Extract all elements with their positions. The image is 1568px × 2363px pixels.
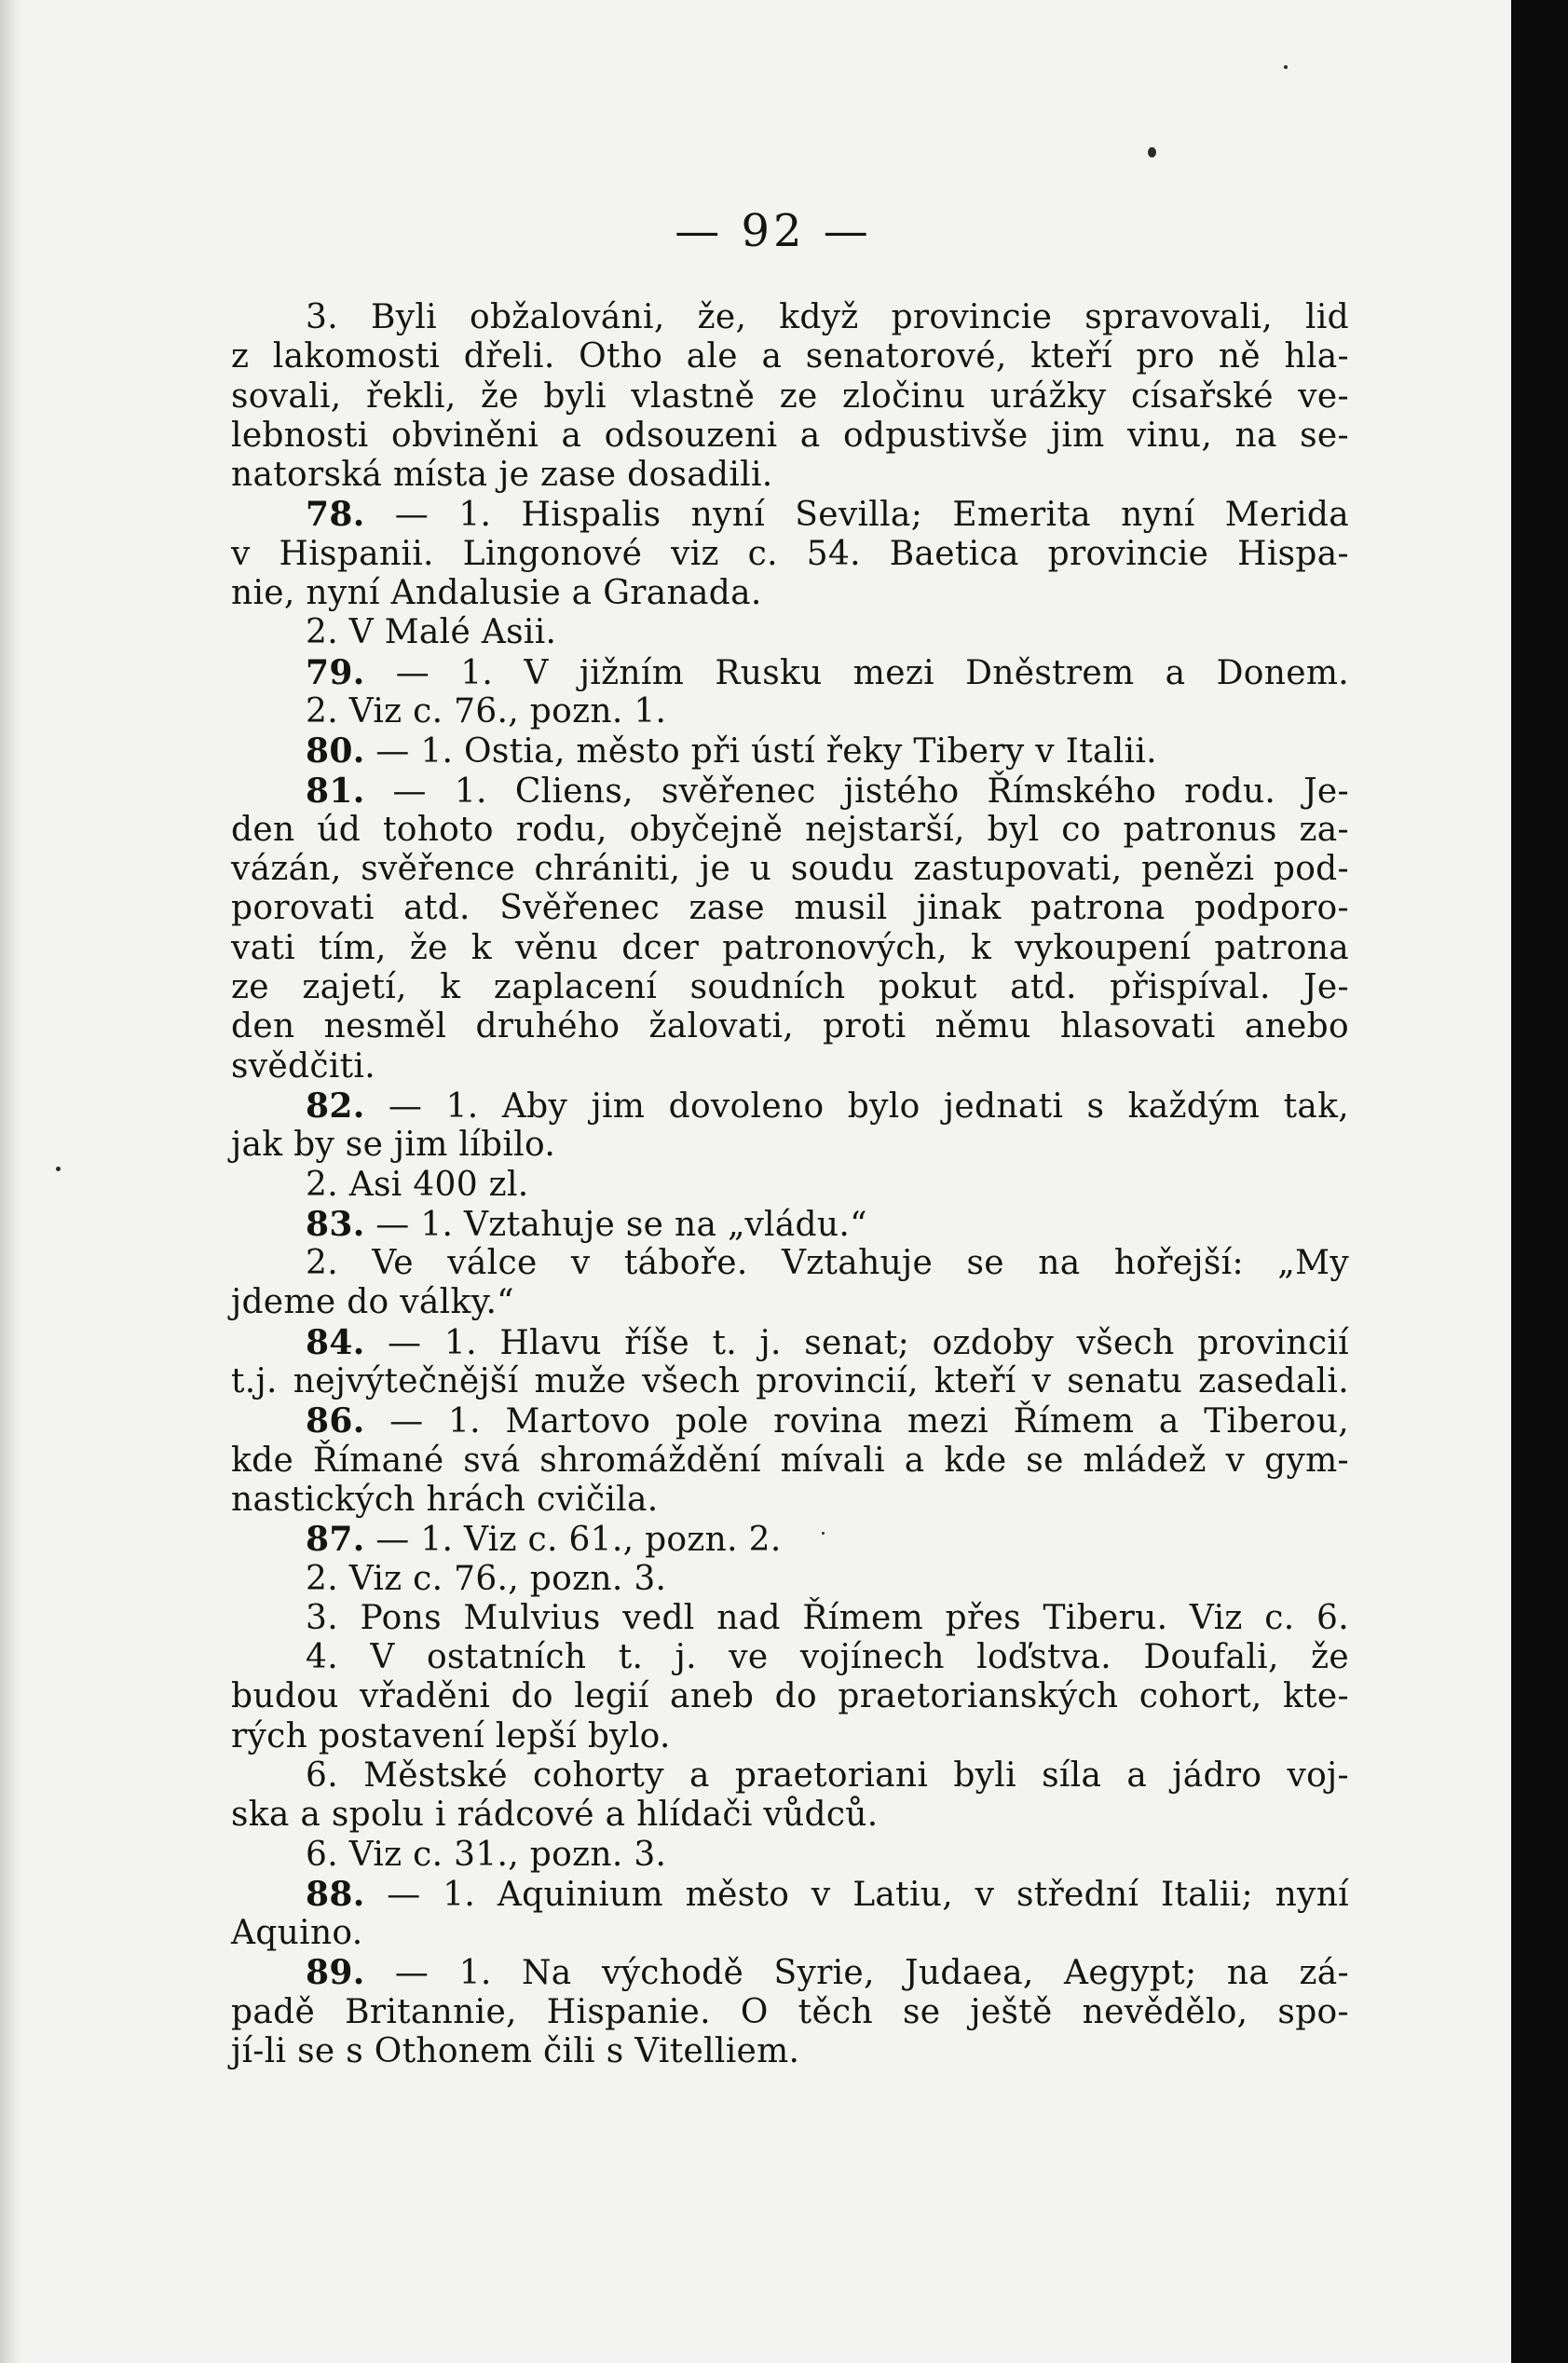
line-text: — 1. V jižním Rusku mezi Dněstrem a Donem. [364,653,1349,692]
text-line [231,613,1349,652]
note-number: 82. [306,1086,365,1126]
page-text [231,298,1349,2071]
text-line [231,1875,1349,1914]
line-text: nie, nyní Andalusie a Granada. [231,574,762,613]
text-line [231,298,1349,337]
note-number: 84. [306,1322,365,1362]
text-line [231,1205,1349,1244]
line-text: jak by se jim líbilo. [231,1126,556,1165]
text-line [231,1756,1349,1796]
text-line [231,535,1349,574]
note-number: 80. [306,731,365,772]
text-line [231,1283,1349,1322]
text-line [231,495,1349,534]
text-line [231,377,1349,417]
line-text: t.j. nejvýtečnější muže všech provincií, kteří v senatu zasedali. [231,1362,1349,1401]
text-line [231,1362,1349,1401]
scan-speck [56,1167,61,1171]
line-text: 2. Asi 400 zl. [306,1165,529,1204]
scan-speck [1148,147,1156,157]
line-text: 2. Viz c. 76., pozn. 1. [306,691,667,731]
note-number: 79. [306,652,365,692]
text-line [231,1007,1349,1046]
line-text: den nesměl druhého žalovati, proti němu hlasovati anebo [231,1007,1349,1046]
line-text: — 1. Hlavu říše t. j. senat; ozdoby všech provincií [364,1323,1349,1362]
text-line [231,811,1349,850]
line-text: vati tím, že k věnu dcer patronových, k vykoupení patrona [231,928,1349,967]
line-text: — 1. Na východě Syrie, Judaea, Aegypt; na zá- [364,1954,1349,1993]
text-line [231,1953,1349,1992]
line-text: — 1. Martovo pole rovina mezi Římem a Tiberou, [364,1402,1349,1441]
text-line [231,1796,1349,1835]
text-line [231,1677,1349,1716]
text-line [231,1441,1349,1481]
text-line [231,692,1349,731]
text-line [231,850,1349,889]
line-text: padě Britannie, Hispanie. O těch se ještě nevědělo, spo- [231,1992,1349,2031]
line-text: vázán, svěřence chrániti, je u soudu zastupovati, penězi pod- [231,850,1349,889]
text-line [231,772,1349,811]
line-text: — 1. Hispalis nyní Sevilla; Emerita nyní Merida [364,496,1349,535]
text-line [231,1086,1349,1126]
line-text: porovati atd. Svěřenec zase musil jinak patrona podporo- [231,889,1349,928]
line-text: z lakomosti dřeli. Otho ale a senatorové, kteří pro ně hla- [231,337,1349,376]
line-text: jdeme do války.“ [231,1283,514,1322]
text-line [231,1401,1349,1441]
text-line [231,1166,1349,1205]
page-number: — 92 — [675,205,872,257]
text-line [231,456,1349,495]
text-line [231,1323,1349,1362]
line-text: jí-li se s Othonem čili s Vitelliem. [231,2032,800,2071]
text-line [231,1520,1349,1559]
text-line [231,1638,1349,1677]
text-line [231,1717,1349,1756]
line-text: nastických hrách cvičila. [231,1480,659,1519]
text-line [231,1993,1349,2032]
line-text: Aquino. [231,1914,363,1953]
line-text: v Hispanii. Lingonové viz c. 54. Baetica provincie Hispa- [231,534,1349,573]
text-line [231,337,1349,376]
line-text: — 1. Aby jim dovoleno bylo jednati s každým tak, [364,1086,1349,1126]
line-text: 3. Byli obžalováni, že, když provincie spravovali, lid [306,298,1349,336]
line-text: 6. Viz c. 31., pozn. 3. [306,1835,667,1874]
line-text: den úd tohoto rodu, obyčejně nejstarší, byl co patronus za- [231,810,1349,849]
text-line [231,1560,1349,1599]
note-number: 81. [306,771,365,811]
line-text: kde Římané svá shromáždění mívali a kde se mládež v gym- [231,1441,1349,1480]
note-number: 87. [306,1520,365,1560]
text-line [231,1126,1349,1165]
line-text: sovali, řekli, že byli vlastně ze zločinu urážky císařské ve- [231,376,1349,416]
text-line [231,653,1349,692]
text-line [231,1836,1349,1875]
line-text: budou vřaděni do legií aneb do praetorianských cohort, kte- [231,1677,1349,1716]
text-line [231,574,1349,613]
text-line [231,1481,1349,1520]
line-text: 2. V Malé Asii. [306,613,557,652]
line-text: lebnosti obviněni a odsouzeni a odpustivše jim vinu, na se- [231,416,1349,455]
line-text: svědčiti. [231,1046,375,1086]
note-number: 78. [306,495,365,535]
line-text: ze zajetí, k zaplacení soudních pokut atd. přispíval. Je- [231,968,1349,1007]
line-text: 6. Městské cohorty a praetoriani byli síla a jádro voj- [306,1755,1349,1795]
line-text: — 1. Vztahuje se na „vládu.“ [364,1205,867,1244]
line-text: natorská místa je zase dosadili. [231,456,773,495]
line-text: — 1. Cliens, svěřenec jistého Římského rodu. Je- [364,772,1349,811]
note-number: 89. [306,1953,365,1993]
line-text: — 1. Aquinium město v Latiu, v střední Italii; nyní [364,1875,1349,1914]
line-text: ska a spolu i rádcové a hlídači vůdců. [231,1796,879,1835]
text-line [231,968,1349,1007]
text-line [231,731,1349,771]
line-text: 2. Viz c. 76., pozn. 3. [306,1559,667,1598]
text-line [231,929,1349,968]
page-edge-shadow [0,0,26,2363]
line-text: — 1. Ostia, město při ústí řeky Tibery v Italii. [364,732,1157,772]
note-number: 88. [306,1874,365,1914]
note-number: 83. [306,1204,365,1244]
note-number: 86. [306,1401,365,1441]
line-text: 4. V ostatních t. j. ve vojínech loďstva. Doufali, že [306,1638,1349,1677]
line-text: 3. Pons Mulvius vedl nad Římem přes Tiberu. Viz c. 6. [306,1598,1349,1637]
line-text: rých postavení lepší bylo. [231,1716,671,1755]
line-text: 2. Ve válce v táboře. Vztahuje se na hořejší: „My [306,1244,1349,1283]
text-line [231,1244,1349,1283]
scan-speck [822,1532,825,1535]
text-line [231,1047,1349,1086]
scan-speck [1284,65,1288,69]
text-line [231,889,1349,928]
text-line [231,2032,1349,2071]
text-line [231,1599,1349,1638]
text-line [231,417,1349,456]
line-text: — 1. Viz c. 61., pozn. 2. [364,1521,782,1560]
text-line [231,1914,1349,1953]
